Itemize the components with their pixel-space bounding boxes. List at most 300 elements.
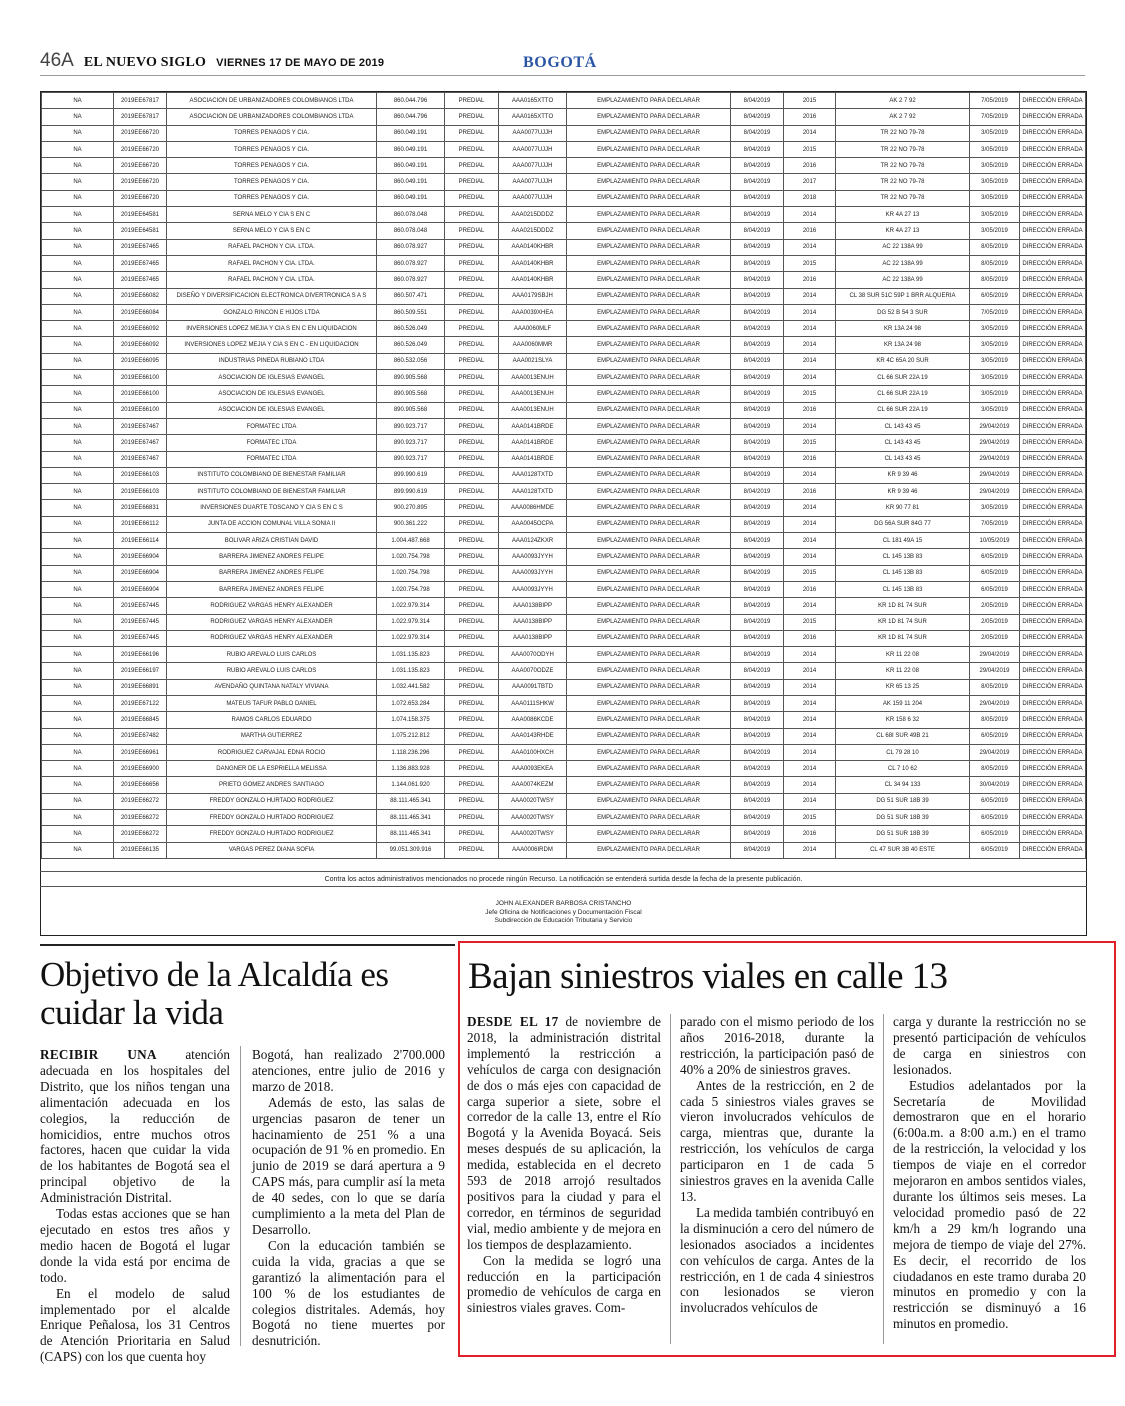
table-cell: PREDIAL <box>445 125 499 141</box>
table-cell: 2014 <box>784 207 836 223</box>
table-cell: 2019EE66720 <box>114 174 167 190</box>
table-cell: DIRECCIÓN ERRADA <box>1020 207 1086 223</box>
table-row <box>42 565 1086 581</box>
table-cell: 2019EE66103 <box>114 484 167 500</box>
table-cell: AAA0138BIPP <box>499 630 567 646</box>
table-cell: 2016 <box>784 272 836 288</box>
table-cell: AAA0045OCPA <box>499 516 567 532</box>
table-cell: NA <box>42 630 114 646</box>
table-cell: 2019EE66082 <box>114 288 167 304</box>
table-cell: DG 51 SUR 18B 39 <box>836 826 970 842</box>
table-row <box>42 223 1086 239</box>
table-cell: 8/04/2019 <box>731 321 784 337</box>
signature-block <box>40 900 1087 926</box>
table-row <box>42 337 1086 353</box>
table-cell: 2019EE67122 <box>114 695 167 711</box>
table-cell: 8/04/2019 <box>731 598 784 614</box>
table-cell: FORMATEC LTDA <box>167 435 377 451</box>
table-cell: NA <box>42 614 114 630</box>
column-rule <box>670 1014 671 1344</box>
table-cell: TORRES PENAGOS Y CIA. <box>167 174 377 190</box>
table-cell: 890.923.717 <box>377 435 445 451</box>
table-row <box>42 174 1086 190</box>
table-row <box>42 321 1086 337</box>
table-cell: DG 52 B 54 3 SUR <box>836 304 970 320</box>
table-cell: PREDIAL <box>445 353 499 369</box>
table-cell: PREDIAL <box>445 761 499 777</box>
table-cell: NA <box>42 761 114 777</box>
table-cell: NA <box>42 174 114 190</box>
article-right-paragraph <box>467 1014 661 1253</box>
table-cell: DIRECCIÓN ERRADA <box>1020 500 1086 516</box>
table-cell: 2014 <box>784 761 836 777</box>
table-cell: TORRES PENAGOS Y CIA. <box>167 190 377 206</box>
table-cell: 2014 <box>784 353 836 369</box>
table-cell: PREDIAL <box>445 598 499 614</box>
table-cell: 2014 <box>784 647 836 663</box>
table-cell: AAA0013ENUH <box>499 402 567 418</box>
table-cell: PREDIAL <box>445 174 499 190</box>
table-cell: NA <box>42 207 114 223</box>
table-row <box>42 93 1086 109</box>
table-cell: 29/04/2019 <box>970 418 1020 434</box>
table-cell: CL 34 94 133 <box>836 777 970 793</box>
table-cell: 6/05/2019 <box>970 581 1020 597</box>
table-cell: PREDIAL <box>445 728 499 744</box>
table-cell: EMPLAZAMIENTO PARA DECLARAR <box>567 810 731 826</box>
table-cell: 1.074.158.375 <box>377 712 445 728</box>
table-row <box>42 190 1086 206</box>
table-cell: PREDIAL <box>445 647 499 663</box>
table-cell: EMPLAZAMIENTO PARA DECLARAR <box>567 744 731 760</box>
table-cell: 2019EE66904 <box>114 581 167 597</box>
table-cell: 7/05/2019 <box>970 93 1020 109</box>
table-cell: INVERSIONES LOPEZ MEJIA Y CIA S EN C EN LIQUIDACION <box>167 321 377 337</box>
table-cell: 860.049.191 <box>377 174 445 190</box>
table-cell: 29/04/2019 <box>970 695 1020 711</box>
table-cell: 8/04/2019 <box>731 484 784 500</box>
table-row <box>42 598 1086 614</box>
table-cell: CL 66 SUR 22A 19 <box>836 370 970 386</box>
table-cell: NA <box>42 353 114 369</box>
table-row <box>42 630 1086 646</box>
table-cell: KR 1D 81 74 SUR <box>836 614 970 630</box>
table-cell: 8/04/2019 <box>731 679 784 695</box>
table-cell: 2019EE66720 <box>114 141 167 157</box>
table-cell: 8/04/2019 <box>731 435 784 451</box>
table-cell: 88.111.465.341 <box>377 810 445 826</box>
table-cell: 860.049.191 <box>377 141 445 157</box>
table-cell: RODRIGUEZ CARVAJAL EDNA ROCIO <box>167 744 377 760</box>
table-row <box>42 777 1086 793</box>
table-cell: CL 145 13B 83 <box>836 565 970 581</box>
table-cell: 2014 <box>784 370 836 386</box>
table-row <box>42 467 1086 483</box>
table-cell: 2019EE64581 <box>114 223 167 239</box>
table-cell: 6/05/2019 <box>970 565 1020 581</box>
table-cell: 2019EE66100 <box>114 386 167 402</box>
table-cell: NA <box>42 500 114 516</box>
table-cell: 2016 <box>784 402 836 418</box>
table-cell: 8/04/2019 <box>731 239 784 255</box>
table-cell: AAA0138BIPP <box>499 614 567 630</box>
table-cell: DIRECCIÓN ERRADA <box>1020 304 1086 320</box>
table-cell: AAA0124ZKXR <box>499 533 567 549</box>
table-cell: 8/04/2019 <box>731 288 784 304</box>
table-cell: NA <box>42 663 114 679</box>
table-cell: 860.078.048 <box>377 223 445 239</box>
table-cell: NA <box>42 141 114 157</box>
table-row <box>42 663 1086 679</box>
table-cell: RUBIO AREVALO LUIS CARLOS <box>167 663 377 679</box>
page-header <box>40 46 1085 76</box>
table-cell: CL 7 10 62 <box>836 761 970 777</box>
table-cell: AAA0165XTTO <box>499 93 567 109</box>
table-cell: SERNA MELO Y CIA S EN C <box>167 223 377 239</box>
table-cell: AAA0077UJJH <box>499 158 567 174</box>
table-cell: DIRECCIÓN ERRADA <box>1020 484 1086 500</box>
notices-table <box>41 92 1086 859</box>
table-cell: 860.078.927 <box>377 272 445 288</box>
table-cell: DIRECCIÓN ERRADA <box>1020 174 1086 190</box>
table-cell: 8/04/2019 <box>731 761 784 777</box>
table-cell: EMPLAZAMIENTO PARA DECLARAR <box>567 516 731 532</box>
table-cell: FORMATEC LTDA <box>167 418 377 434</box>
table-cell: EMPLAZAMIENTO PARA DECLARAR <box>567 386 731 402</box>
table-cell: 30/04/2019 <box>970 777 1020 793</box>
table-cell: NA <box>42 370 114 386</box>
table-cell: EMPLAZAMIENTO PARA DECLARAR <box>567 598 731 614</box>
table-cell: DIRECCIÓN ERRADA <box>1020 695 1086 711</box>
table-cell: EMPLAZAMIENTO PARA DECLARAR <box>567 500 731 516</box>
table-cell: 6/05/2019 <box>970 810 1020 826</box>
table-cell: NA <box>42 793 114 809</box>
table-cell: DIRECCIÓN ERRADA <box>1020 288 1086 304</box>
table-cell: DIRECCIÓN ERRADA <box>1020 370 1086 386</box>
table-cell: PREDIAL <box>445 712 499 728</box>
paragraph-text: de noviembre de 2018, la administración distrital implementó la restricción a vehículos de carga con designación de dos o más ejes con capacidad de carga superior a siete, sobre el corredor de la calle 13, entre el Río Bogotá y la Avenida Boyacá. Seis meses después de su aplicación, la medida, establecida en el decreto 593 de 2018 arrojó resultados positivos para la ciudad y para el corredor, en términos de seguridad vial, medio ambiente y de mejora en los tiempos de desplazamiento. <box>467 1014 661 1252</box>
table-cell: EMPLAZAMIENTO PARA DECLARAR <box>567 141 731 157</box>
table-cell: 3/05/2019 <box>970 337 1020 353</box>
table-cell: DIRECCIÓN ERRADA <box>1020 386 1086 402</box>
table-cell: DIRECCIÓN ERRADA <box>1020 549 1086 565</box>
table-cell: 7/05/2019 <box>970 304 1020 320</box>
table-cell: NA <box>42 93 114 109</box>
table-row <box>42 435 1086 451</box>
table-cell: 2014 <box>784 467 836 483</box>
table-cell: 1.144.061.920 <box>377 777 445 793</box>
table-cell: DIRECCIÓN ERRADA <box>1020 533 1086 549</box>
table-cell: NA <box>42 223 114 239</box>
table-cell: PREDIAL <box>445 386 499 402</box>
article-right-col3 <box>893 1014 1086 1332</box>
table-cell: 8/05/2019 <box>970 712 1020 728</box>
table-cell: ASOCIACION DE IGLESIAS EVANGEL <box>167 402 377 418</box>
table-cell: 8/05/2019 <box>970 239 1020 255</box>
article-left-col2 <box>252 1047 445 1349</box>
table-cell: DIRECCIÓN ERRADA <box>1020 647 1086 663</box>
table-cell: NA <box>42 158 114 174</box>
table-cell: DIRECCIÓN ERRADA <box>1020 679 1086 695</box>
table-cell: 8/04/2019 <box>731 695 784 711</box>
table-row <box>42 647 1086 663</box>
table-cell: EMPLAZAMIENTO PARA DECLARAR <box>567 581 731 597</box>
table-cell: 1.020.754.798 <box>377 549 445 565</box>
table-cell: NA <box>42 418 114 434</box>
table-cell: 8/05/2019 <box>970 761 1020 777</box>
table-cell: 8/04/2019 <box>731 826 784 842</box>
table-cell: AAA0077UJJH <box>499 141 567 157</box>
table-cell: 2017 <box>784 174 836 190</box>
table-cell: 8/04/2019 <box>731 728 784 744</box>
table-cell: AAA0013ENUH <box>499 370 567 386</box>
table-cell: CL 68I SUR 49B 21 <box>836 728 970 744</box>
table-cell: 2015 <box>784 810 836 826</box>
table-cell: 2016 <box>784 451 836 467</box>
table-cell: TORRES PENAGOS Y CIA. <box>167 125 377 141</box>
table-row <box>42 695 1086 711</box>
table-cell: DIRECCIÓN ERRADA <box>1020 255 1086 271</box>
table-cell: 29/04/2019 <box>970 744 1020 760</box>
table-row <box>42 386 1086 402</box>
table-cell: AAA0215DDDZ <box>499 207 567 223</box>
table-cell: 29/04/2019 <box>970 467 1020 483</box>
table-cell: AAA0100HXCH <box>499 744 567 760</box>
table-cell: 2019EE66092 <box>114 337 167 353</box>
article-left-paragraph: Además de esto, las salas de urgencias pasaron de tener un hacinamiento de 251 % a una ocupación de 91 % en promedio. En junio de 2019 se dará apertura a 9 CAPS más, para cumplir así la meta de 40 sedes, con lo que se daría cumplimiento a la meta del Plan de Desarrollo. <box>252 1094 445 1237</box>
table-cell: SERNA MELO Y CIA S EN C <box>167 207 377 223</box>
table-cell: 2014 <box>784 533 836 549</box>
table-row <box>42 614 1086 630</box>
table-cell: INVERSIONES LOPEZ MEJIA Y CIA S EN C - EN LIQUIDACION <box>167 337 377 353</box>
legal-note: Contra los actos administrativos mencionados no procede ningún Recurso. La notificación se entenderá surtida desde la fecha de la presente publicación. <box>40 871 1087 887</box>
table-cell: NA <box>42 304 114 320</box>
table-cell: NA <box>42 125 114 141</box>
table-cell: NA <box>42 386 114 402</box>
column-rule <box>240 1046 241 1346</box>
table-cell: NA <box>42 239 114 255</box>
table-cell: 2019EE66103 <box>114 467 167 483</box>
header-left <box>40 50 384 72</box>
article-left-paragraph: Todas estas acciones que se han ejecutado en estos tres años y medio hacen de Bogotá el lugar donde la vida está por encima de todo. <box>40 1206 230 1285</box>
table-cell: 2016 <box>784 630 836 646</box>
table-cell: MATEUS TAFUR PABLO DANIEL <box>167 695 377 711</box>
table-cell: KR 1D 81 74 SUR <box>836 598 970 614</box>
table-cell: EMPLAZAMIENTO PARA DECLARAR <box>567 288 731 304</box>
table-row <box>42 793 1086 809</box>
table-cell: AAA0111SHKW <box>499 695 567 711</box>
table-cell: 2019EE66900 <box>114 761 167 777</box>
table-cell: DIRECCIÓN ERRADA <box>1020 826 1086 842</box>
table-cell: GONZALO RINCON E HIJOS LTDA <box>167 304 377 320</box>
table-cell: NA <box>42 435 114 451</box>
table-row <box>42 255 1086 271</box>
table-cell: PREDIAL <box>445 370 499 386</box>
table-cell: PREDIAL <box>445 207 499 223</box>
table-cell: AAA0070ODZE <box>499 663 567 679</box>
table-cell: 890.905.568 <box>377 402 445 418</box>
table-cell: NA <box>42 190 114 206</box>
table-cell: DIRECCIÓN ERRADA <box>1020 744 1086 760</box>
table-cell: 2019EE66904 <box>114 565 167 581</box>
table-cell: EMPLAZAMIENTO PARA DECLARAR <box>567 321 731 337</box>
table-cell: 2019EE67467 <box>114 418 167 434</box>
table-row <box>42 842 1086 858</box>
table-cell: EMPLAZAMIENTO PARA DECLARAR <box>567 761 731 777</box>
table-cell: AAA0021SLYA <box>499 353 567 369</box>
table-cell: 2019EE67467 <box>114 451 167 467</box>
table-cell: PREDIAL <box>445 565 499 581</box>
table-cell: EMPLAZAMIENTO PARA DECLARAR <box>567 777 731 793</box>
table-cell: KR 9 39 46 <box>836 467 970 483</box>
table-cell: 1.032.441.582 <box>377 679 445 695</box>
table-cell: ASOCIACION DE URBANIZADORES COLOMBIANOS LTDA <box>167 109 377 125</box>
table-cell: KR 65 13 25 <box>836 679 970 695</box>
article-right-col2 <box>680 1014 874 1316</box>
table-cell: NA <box>42 402 114 418</box>
table-cell: 2016 <box>784 826 836 842</box>
table-cell: NA <box>42 549 114 565</box>
table-cell: DIRECCIÓN ERRADA <box>1020 125 1086 141</box>
table-row <box>42 533 1086 549</box>
table-cell: NA <box>42 744 114 760</box>
table-cell: DIRECCIÓN ERRADA <box>1020 663 1086 679</box>
table-cell: 8/04/2019 <box>731 402 784 418</box>
section-title: BOGOTÁ <box>523 54 597 71</box>
article-right-paragraph: Antes de la restricción, en 2 de cada 5 siniestros viales graves se vieron involucrados vehículos de carga, mientras que, durante la restricción, los vehículos de carga participaron en 1 de cada 5 siniestros graves en la avenida Calle 13. <box>680 1077 874 1204</box>
table-cell: 29/04/2019 <box>970 451 1020 467</box>
table-cell: 1.031.135.823 <box>377 647 445 663</box>
paragraph-text: atención adecuada en los hospitales del Distrito, que los niños tengan una alimentación adecuada en los colegios, la reducción de homicidios, entre muchos otros factores, hacen que cuidar la vida de los habitantes de Bogotá sea el principal objetivo de la Administración Distrital. <box>40 1047 230 1206</box>
article-right-title: Bajan siniestros viales en calle 13 <box>468 956 948 997</box>
table-cell: RAMOS CARLOS EDUARDO <box>167 712 377 728</box>
table-cell: 8/04/2019 <box>731 630 784 646</box>
table-cell: 2019EE66720 <box>114 190 167 206</box>
table-cell: 2019EE67445 <box>114 630 167 646</box>
table-cell: 2015 <box>784 255 836 271</box>
table-cell: 1.118.236.296 <box>377 744 445 760</box>
table-cell: CL 66 SUR 22A 19 <box>836 402 970 418</box>
table-cell: 2014 <box>784 321 836 337</box>
table-row <box>42 744 1086 760</box>
table-cell: PREDIAL <box>445 484 499 500</box>
table-cell: 8/04/2019 <box>731 304 784 320</box>
table-cell: 8/04/2019 <box>731 93 784 109</box>
table-cell: PREDIAL <box>445 451 499 467</box>
table-cell: KR 1D 81 74 SUR <box>836 630 970 646</box>
table-cell: 2019EE66196 <box>114 647 167 663</box>
table-cell: PREDIAL <box>445 158 499 174</box>
table-cell: FREDDY GONZALO HURTADO RODRIGUEZ <box>167 793 377 809</box>
table-cell: PREDIAL <box>445 435 499 451</box>
table-row <box>42 451 1086 467</box>
table-cell: 8/04/2019 <box>731 565 784 581</box>
table-cell: AAA0086HMDE <box>499 500 567 516</box>
table-cell: 2019EE67445 <box>114 614 167 630</box>
table-cell: NA <box>42 728 114 744</box>
table-cell: BARRERA JIMENEZ ANDRES FELIPE <box>167 549 377 565</box>
table-cell: PREDIAL <box>445 500 499 516</box>
table-cell: 8/04/2019 <box>731 810 784 826</box>
table-cell: 2019EE66656 <box>114 777 167 793</box>
table-cell: PREDIAL <box>445 288 499 304</box>
table-cell: DANGNER DE LA ESPRIELLA MELISSA <box>167 761 377 777</box>
table-cell: 900.361.222 <box>377 516 445 532</box>
table-cell: EMPLAZAMIENTO PARA DECLARAR <box>567 695 731 711</box>
table-cell: RODRIGUEZ VARGAS HENRY ALEXANDER <box>167 630 377 646</box>
notices-box <box>40 91 1087 936</box>
table-cell: 2019EE66891 <box>114 679 167 695</box>
table-cell: DIRECCIÓN ERRADA <box>1020 842 1086 858</box>
table-row <box>42 207 1086 223</box>
table-cell: 8/04/2019 <box>731 663 784 679</box>
table-cell: DIRECCIÓN ERRADA <box>1020 158 1086 174</box>
table-cell: NA <box>42 467 114 483</box>
table-cell: 3/05/2019 <box>970 402 1020 418</box>
table-cell: 2014 <box>784 598 836 614</box>
table-cell: EMPLAZAMIENTO PARA DECLARAR <box>567 712 731 728</box>
table-cell: 8/04/2019 <box>731 451 784 467</box>
table-cell: EMPLAZAMIENTO PARA DECLARAR <box>567 467 731 483</box>
table-cell: 29/04/2019 <box>970 663 1020 679</box>
table-cell: EMPLAZAMIENTO PARA DECLARAR <box>567 272 731 288</box>
table-cell: ASOCIACION DE IGLESIAS EVANGEL <box>167 370 377 386</box>
table-cell: 2/05/2019 <box>970 614 1020 630</box>
table-cell: 2014 <box>784 125 836 141</box>
table-cell: 6/05/2019 <box>970 728 1020 744</box>
table-cell: 2014 <box>784 418 836 434</box>
table-cell: AAA0165XTTO <box>499 109 567 125</box>
table-cell: PREDIAL <box>445 793 499 809</box>
table-cell: 8/04/2019 <box>731 272 784 288</box>
table-cell: KR 11 22 08 <box>836 647 970 663</box>
table-cell: EMPLAZAMIENTO PARA DECLARAR <box>567 451 731 467</box>
table-cell: PREDIAL <box>445 810 499 826</box>
table-cell: DIRECCIÓN ERRADA <box>1020 777 1086 793</box>
table-cell: EMPLAZAMIENTO PARA DECLARAR <box>567 728 731 744</box>
table-cell: AAA0077UJJH <box>499 190 567 206</box>
article-left-col1 <box>40 1047 230 1365</box>
table-cell: PREDIAL <box>445 467 499 483</box>
table-cell: 8/04/2019 <box>731 109 784 125</box>
table-cell: DIRECCIÓN ERRADA <box>1020 239 1086 255</box>
table-cell: INSTITUTO COLOMBIANO DE BIENESTAR FAMILIAR <box>167 467 377 483</box>
table-cell: 860.044.796 <box>377 109 445 125</box>
table-cell: PREDIAL <box>445 337 499 353</box>
table-cell: 860.526.049 <box>377 337 445 353</box>
table-cell: 8/05/2019 <box>970 272 1020 288</box>
table-cell: EMPLAZAMIENTO PARA DECLARAR <box>567 223 731 239</box>
table-cell: AAA0077UJJH <box>499 174 567 190</box>
table-cell: DIRECCIÓN ERRADA <box>1020 598 1086 614</box>
table-row <box>42 761 1086 777</box>
table-cell: VARGAS PEREZ DIANA SOFIA <box>167 842 377 858</box>
table-cell: PREDIAL <box>445 402 499 418</box>
table-cell: RUBIO AREVALO LUIS CARLOS <box>167 647 377 663</box>
table-cell: NA <box>42 581 114 597</box>
article-top-rule <box>40 944 455 946</box>
table-cell: 3/05/2019 <box>970 370 1020 386</box>
table-cell: 8/04/2019 <box>731 516 784 532</box>
table-cell: 8/04/2019 <box>731 125 784 141</box>
table-cell: 8/04/2019 <box>731 614 784 630</box>
article-left-paragraph: En el modelo de salud implementado por el alcalde Enrique Peñalosa, los 31 Centros de Atención Prioritaria en Salud (CAPS) con los que cuenta hoy <box>40 1285 230 1365</box>
table-cell: 2014 <box>784 516 836 532</box>
table-cell: DIRECCIÓN ERRADA <box>1020 109 1086 125</box>
table-cell: RAFAEL PACHON Y CIA. LTDA. <box>167 272 377 288</box>
table-cell: EMPLAZAMIENTO PARA DECLARAR <box>567 190 731 206</box>
table-cell: 8/04/2019 <box>731 744 784 760</box>
